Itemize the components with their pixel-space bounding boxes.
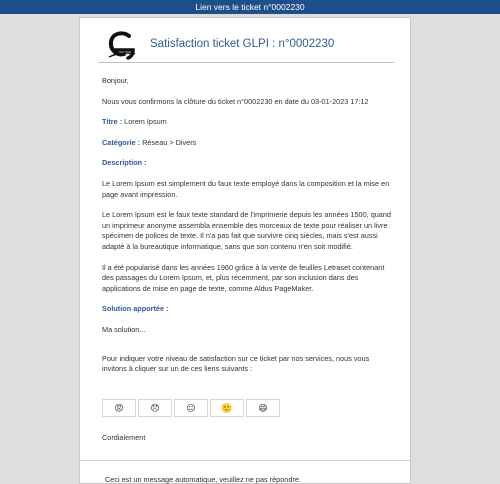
- rating-5-link[interactable]: [246, 399, 280, 417]
- footer-notice: Ceci est un message automatique, veuillez ne pas répondre.: [105, 475, 301, 484]
- sad-face-icon: 😞: [150, 402, 160, 413]
- glpi-logo-icon: [106, 30, 136, 60]
- neutral-face-icon: 😐: [186, 402, 196, 413]
- closing-text: Cordialement: [102, 433, 146, 442]
- ticket-link[interactable]: Lien vers le ticket n°0002230: [195, 2, 305, 12]
- top-bar: [0, 0, 500, 14]
- title-label: Titre :: [102, 117, 123, 127]
- header-divider: [98, 62, 394, 63]
- solution-value: Ma solution...: [102, 324, 146, 334]
- satisfaction-links: [102, 399, 282, 417]
- description-paragraph: Le Lorem Ipsum est simplement du faux texte employé dans la composition et la mise en page avant impression.: [102, 178, 390, 199]
- happy-face-icon: 😄: [258, 402, 268, 413]
- rating-1-link[interactable]: [102, 399, 136, 417]
- rating-2-link[interactable]: [138, 399, 172, 417]
- survey-invite: Pour indiquer votre niveau de satisfaction sur ce ticket par nos services, nous vous invitons à cliquer sur un de ces liens suivants :: [102, 353, 370, 374]
- category-label: Catégorie :: [102, 137, 141, 147]
- title-row: [102, 117, 394, 128]
- intro-text: Nous vous confirmons la clôture du ticket n°0002230 en date du 03-01-2023 17:12: [102, 96, 369, 106]
- email-card: [79, 17, 411, 484]
- title-value: Lorem Ipsum: [124, 117, 167, 127]
- smiling-face-icon: 🙂: [221, 402, 233, 413]
- page-title: Satisfaction ticket GLPI : n°0002230: [150, 38, 335, 50]
- rating-4-link[interactable]: [210, 399, 244, 417]
- footer-divider: [80, 460, 410, 461]
- greeting: Bonjour,: [102, 76, 129, 85]
- solution-label: Solution apportée :: [102, 304, 169, 314]
- category-value: Réseau > Divers: [142, 137, 197, 147]
- description-paragraph: Il a été popularisé dans les années 1960 grâce à la vente de feuilles Letraset contenant des passages du Lorem Ipsum, et, plus récemment, par son inclusion dans des applications de mise en page de texte, comme Aldus PageMaker.: [102, 262, 385, 293]
- description-label: Description :: [102, 158, 147, 168]
- category-row: [102, 138, 394, 149]
- rating-3-link[interactable]: [174, 399, 208, 417]
- description-paragraph: Le Lorem Ipsum est le faux texte standard de l'imprimerie depuis les années 1500, quand un imprimeur anonyme assembla ensemble des morceaux de texte pour réaliser un livre spécimen de polices de texte. Il n'a pas fait que survivre cinq siècles, mais s'est aussi adapté à la bureautique informatique, sans que son contenu n'en soit modifié.: [102, 210, 391, 251]
- email-body: [102, 76, 394, 375]
- angry-face-icon: 😡: [114, 402, 124, 413]
- email-header: [106, 30, 382, 64]
